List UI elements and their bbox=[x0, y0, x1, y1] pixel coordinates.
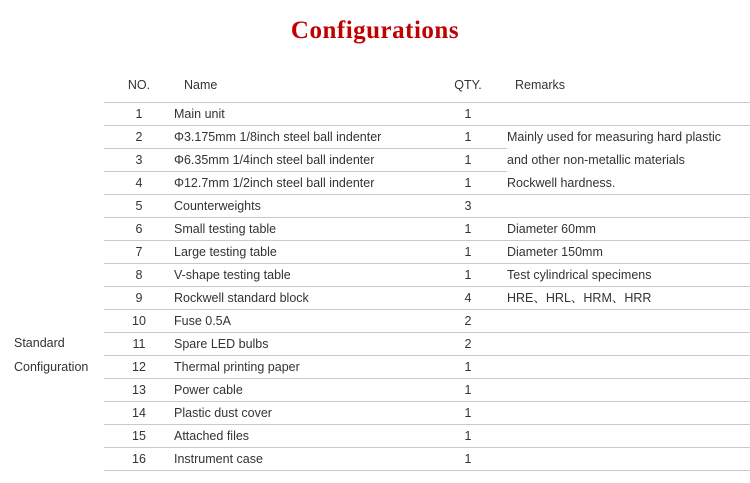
table-row bbox=[14, 425, 750, 448]
cell-qty: 1 bbox=[429, 425, 507, 448]
cell-no: 12 bbox=[104, 356, 174, 379]
cell-remarks bbox=[507, 425, 750, 448]
group-cell-spacer bbox=[14, 103, 104, 241]
cell-name: Small testing table bbox=[174, 218, 429, 241]
cell-name: Main unit bbox=[174, 103, 429, 126]
cell-qty: 1 bbox=[429, 218, 507, 241]
cell-remarks bbox=[507, 103, 750, 126]
group-label-cell bbox=[14, 241, 104, 471]
cell-qty: 1 bbox=[429, 126, 507, 149]
cell-name: Thermal printing paper bbox=[174, 356, 429, 379]
cell-no: 11 bbox=[104, 333, 174, 356]
cell-no: 6 bbox=[104, 218, 174, 241]
table-row bbox=[14, 356, 750, 379]
header-name: Name bbox=[174, 72, 429, 103]
table-row bbox=[14, 172, 750, 195]
cell-name: Power cable bbox=[174, 379, 429, 402]
header-no: NO. bbox=[104, 72, 174, 103]
cell-name: Counterweights bbox=[174, 195, 429, 218]
cell-name: Fuse 0.5A bbox=[174, 310, 429, 333]
cell-qty: 1 bbox=[429, 379, 507, 402]
cell-remarks bbox=[507, 310, 750, 333]
cell-qty: 2 bbox=[429, 310, 507, 333]
configurations-table-wrap bbox=[14, 72, 750, 471]
cell-name: Instrument case bbox=[174, 448, 429, 471]
cell-no: 13 bbox=[104, 379, 174, 402]
cell-qty: 4 bbox=[429, 287, 507, 310]
cell-no: 10 bbox=[104, 310, 174, 333]
table-row bbox=[14, 310, 750, 333]
cell-name: Attached files bbox=[174, 425, 429, 448]
cell-remarks bbox=[507, 356, 750, 379]
cell-remarks bbox=[507, 333, 750, 356]
table-row bbox=[14, 333, 750, 356]
cell-no: 5 bbox=[104, 195, 174, 218]
cell-name: Rockwell standard block bbox=[174, 287, 429, 310]
cell-no: 3 bbox=[104, 149, 174, 172]
cell-remarks: Test cylindrical specimens bbox=[507, 264, 750, 287]
cell-name: Plastic dust cover bbox=[174, 402, 429, 425]
header-qty: QTY. bbox=[429, 72, 507, 103]
cell-qty: 1 bbox=[429, 356, 507, 379]
configurations-table bbox=[14, 72, 750, 471]
cell-remarks: Diameter 150mm bbox=[507, 241, 750, 264]
cell-remarks bbox=[507, 402, 750, 425]
group-label-line-2: Configuration bbox=[14, 359, 89, 374]
header-group bbox=[14, 72, 104, 103]
group-label-line-1: Standard bbox=[14, 336, 65, 351]
table-row bbox=[14, 126, 750, 149]
cell-no: 1 bbox=[104, 103, 174, 126]
cell-no: 15 bbox=[104, 425, 174, 448]
cell-no: 9 bbox=[104, 287, 174, 310]
table-row bbox=[14, 241, 750, 264]
table-row bbox=[14, 379, 750, 402]
cell-name: Φ12.7mm 1/2inch steel ball indenter bbox=[174, 172, 429, 195]
table-row bbox=[14, 287, 750, 310]
cell-remarks: Rockwell hardness. bbox=[507, 172, 750, 195]
cell-qty: 1 bbox=[429, 149, 507, 172]
cell-qty: 1 bbox=[429, 264, 507, 287]
cell-no: 16 bbox=[104, 448, 174, 471]
cell-remarks: and other non-metallic materials bbox=[507, 152, 685, 167]
cell-name: V-shape testing table bbox=[174, 264, 429, 287]
cell-qty: 3 bbox=[429, 195, 507, 218]
table-row bbox=[14, 103, 750, 126]
cell-remarks bbox=[507, 379, 750, 402]
cell-name: Large testing table bbox=[174, 241, 429, 264]
cell-no: 2 bbox=[104, 126, 174, 149]
cell-remarks bbox=[507, 448, 750, 471]
cell-no: 14 bbox=[104, 402, 174, 425]
table-row bbox=[14, 218, 750, 241]
cell-remarks: Mainly used for measuring hard plastic bbox=[507, 130, 721, 145]
cell-qty: 1 bbox=[429, 241, 507, 264]
table-row bbox=[14, 195, 750, 218]
table-header-row bbox=[14, 72, 750, 103]
cell-name: Spare LED bulbs bbox=[174, 333, 429, 356]
cell-no: 8 bbox=[104, 264, 174, 287]
table-row bbox=[14, 402, 750, 425]
cell-qty: 1 bbox=[429, 402, 507, 425]
cell-remarks bbox=[507, 195, 750, 218]
header-remarks: Remarks bbox=[507, 72, 750, 103]
cell-qty: 1 bbox=[429, 103, 507, 126]
cell-qty: 1 bbox=[429, 448, 507, 471]
cell-name: Φ6.35mm 1/4inch steel ball indenter bbox=[174, 149, 429, 172]
cell-name: Φ3.175mm 1/8inch steel ball indenter bbox=[174, 126, 429, 149]
table-row bbox=[14, 264, 750, 287]
cell-qty: 1 bbox=[429, 172, 507, 195]
cell-remarks: Diameter 60mm bbox=[507, 218, 750, 241]
table-row bbox=[14, 149, 750, 172]
cell-qty: 2 bbox=[429, 333, 507, 356]
page-title: Configurations bbox=[290, 17, 460, 44]
cell-remarks: HRE、HRL、HRM、HRR bbox=[507, 287, 750, 310]
table-row bbox=[14, 448, 750, 471]
cell-no: 7 bbox=[104, 241, 174, 264]
cell-no: 4 bbox=[104, 172, 174, 195]
